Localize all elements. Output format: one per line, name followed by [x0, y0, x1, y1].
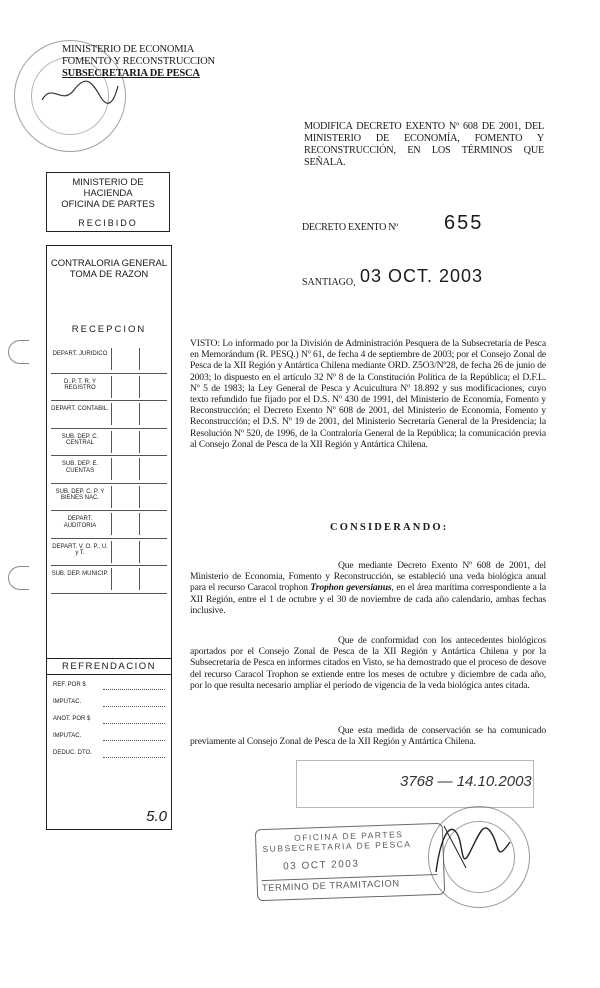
contraloria-row: SUB. DEP. C. P. Y BIENES NAC.: [51, 484, 167, 512]
ministry-header: [62, 44, 215, 80]
refrendacion-box: [46, 658, 172, 830]
considerando-paragraph-1: Que mediante Decreto Exento Nº 608 de 2001, del Ministerio de Economía, Fomento y Reconstrucción, se estableció una veda biológica anual para el recurso Caracol trophon Trophon geversianus, en el área marítima correspondiente a la XII Región, entre el 1 de octubre y el 30 de noviembre de cada año calendario, ambas fechas inclusive.: [190, 560, 547, 616]
refrendacion-row: ANOT. POR $: [53, 716, 171, 726]
refrendacion-row: DEDUC. DTO.: [53, 750, 171, 760]
ministry-line-2: FOMENTO Y RECONSTRUCCION: [62, 56, 215, 67]
signature-mark: [40, 78, 120, 108]
oficina-stamp-term: TERMINO DE TRAMITACION: [262, 874, 438, 894]
contraloria-row: DEPART. AUDITORIA: [51, 511, 167, 539]
punch-hole: [8, 340, 29, 364]
contraloria-status: RECEPCION: [71, 324, 147, 335]
signature-mark: [426, 812, 516, 882]
considerando-heading: CONSIDERANDO:: [330, 522, 449, 533]
considerando-paragraph-3: Que esta medida de conservación se ha comunicado previamente al Consejo Zonal de Pesca de la XII Región y Antártica Chilena.: [190, 725, 547, 748]
reception-reference: 3768 — 14.10.2003: [400, 773, 532, 790]
contraloria-stamp-box: [46, 245, 172, 659]
hacienda-status: RECIBIDO: [78, 218, 138, 228]
hacienda-stamp-box: [46, 172, 170, 232]
ministry-line-1: MINISTERIO DE ECONOMIA: [62, 44, 195, 55]
refrendacion-row: REF. POR $: [53, 682, 171, 692]
contraloria-row: SUB. DEP. C. CENTRAL: [51, 429, 167, 457]
decree-date: 03 OCT. 2003: [360, 266, 484, 286]
considerando-paragraph-2: Que de conformidad con los antecedentes biológicos aportados por el Consejo Zonal de Pesca de la XII Región y Antártica Chilena y por la Subsecretaría de Pesca en informes citados en Visto, se ha demostrado que el proceso de desove del recurso Caracol Trophon se extiende entre los meses de octubre y diciembre de cada año, por lo que resulta necesario ampliar el período de vigencia de la veda biológica antes citada.: [190, 635, 546, 691]
refrendacion-title: REFRENDACION: [47, 659, 171, 675]
contraloria-line-1: CONTRALORIA GENERAL: [50, 258, 168, 269]
oficina-stamp-date: 03 OCT 2003: [282, 858, 360, 873]
oficina-partes-stamp: [255, 823, 445, 902]
punch-hole: [8, 566, 29, 590]
hacienda-line-2: OFICINA DE PARTES: [61, 199, 155, 210]
place-label: SANTIAGO,: [302, 277, 356, 288]
refrendacion-row: IMPUTAC.: [53, 699, 171, 709]
oficina-stamp-line-2: SUBSECRETARIA DE PESCA: [262, 838, 412, 855]
contraloria-row: SUB. DEP. E. CUENTAS: [51, 456, 167, 484]
ministry-line-3: SUBSECRETARIA DE PESCA: [62, 68, 200, 79]
refrendacion-row: IMPUTAC.: [53, 733, 171, 743]
hacienda-line-1: MINISTERIO DE HACIENDA: [72, 177, 144, 199]
visto-paragraph: VISTO: Lo informado por la División de Administración Pesquera de la Subsecretaría de Pesca en Memorándum (R. PESQ.) Nº 61, de fecha 4 de septiembre de 2003; por el Consejo Zonal de Pesca de la XII Región y Antártica Chilena mediante ORD. Z5O3/Nº28, de fecha 26 de junio de 2003; lo dispuesto en el artículo 32 Nº 8 de la Constitución Política de la República; el D.F.L. Nº 5 de 1983; la Ley General de Pesca y Acuicultura Nº 18.892 y sus modificaciones, cuyo texto refundido fue fijado por el D.S. Nº 430 de 1991, del Ministerio de Economía, Fomento y Reconstrucción; el Decreto Exento Nº 608 de 2001, del Ministerio de Economía, Fomento y Reconstrucción; el D.S. Nº 19 de 2001, del Ministerio Secretaría General de la Presidencia; la Resolución Nº 520, de 1996, de la Contraloría General de la República; la comunicación previa al Consejo Zonal de Pesca de la XII Región y Antártica Chilena.: [190, 338, 546, 450]
species-name: Trophon geversianus: [310, 582, 392, 594]
decree-number: 655: [444, 212, 484, 234]
contraloria-rows: [51, 346, 167, 594]
contraloria-row: DEPART. JURIDICO: [51, 346, 167, 374]
decree-label: DECRETO EXENTO Nº: [302, 222, 398, 233]
contraloria-line-2: TOMA DE RAZON: [69, 269, 149, 280]
contraloria-row: DEPART. CONTABIL.: [51, 401, 167, 429]
oficina-stamp-line-1: OFICINA DE PARTES: [293, 829, 404, 843]
decree-summary: MODIFICA DECRETO EXENTO Nº 608 DE 2001, DEL MINISTERIO DE ECONOMÍA, FOMENTO Y RECONSTRUCCIÓN, EN LOS TÉRMINOS QUE SEÑALA.: [304, 121, 544, 168]
contraloria-row: SUB. DEP. MUNICIP.: [51, 566, 167, 594]
contraloria-row: D. P. T. R. Y REGISTRO: [51, 374, 167, 402]
refrendacion-code: 5.0: [146, 808, 167, 825]
contraloria-row: DEPART. V. O. P., U. y T.: [51, 539, 167, 567]
